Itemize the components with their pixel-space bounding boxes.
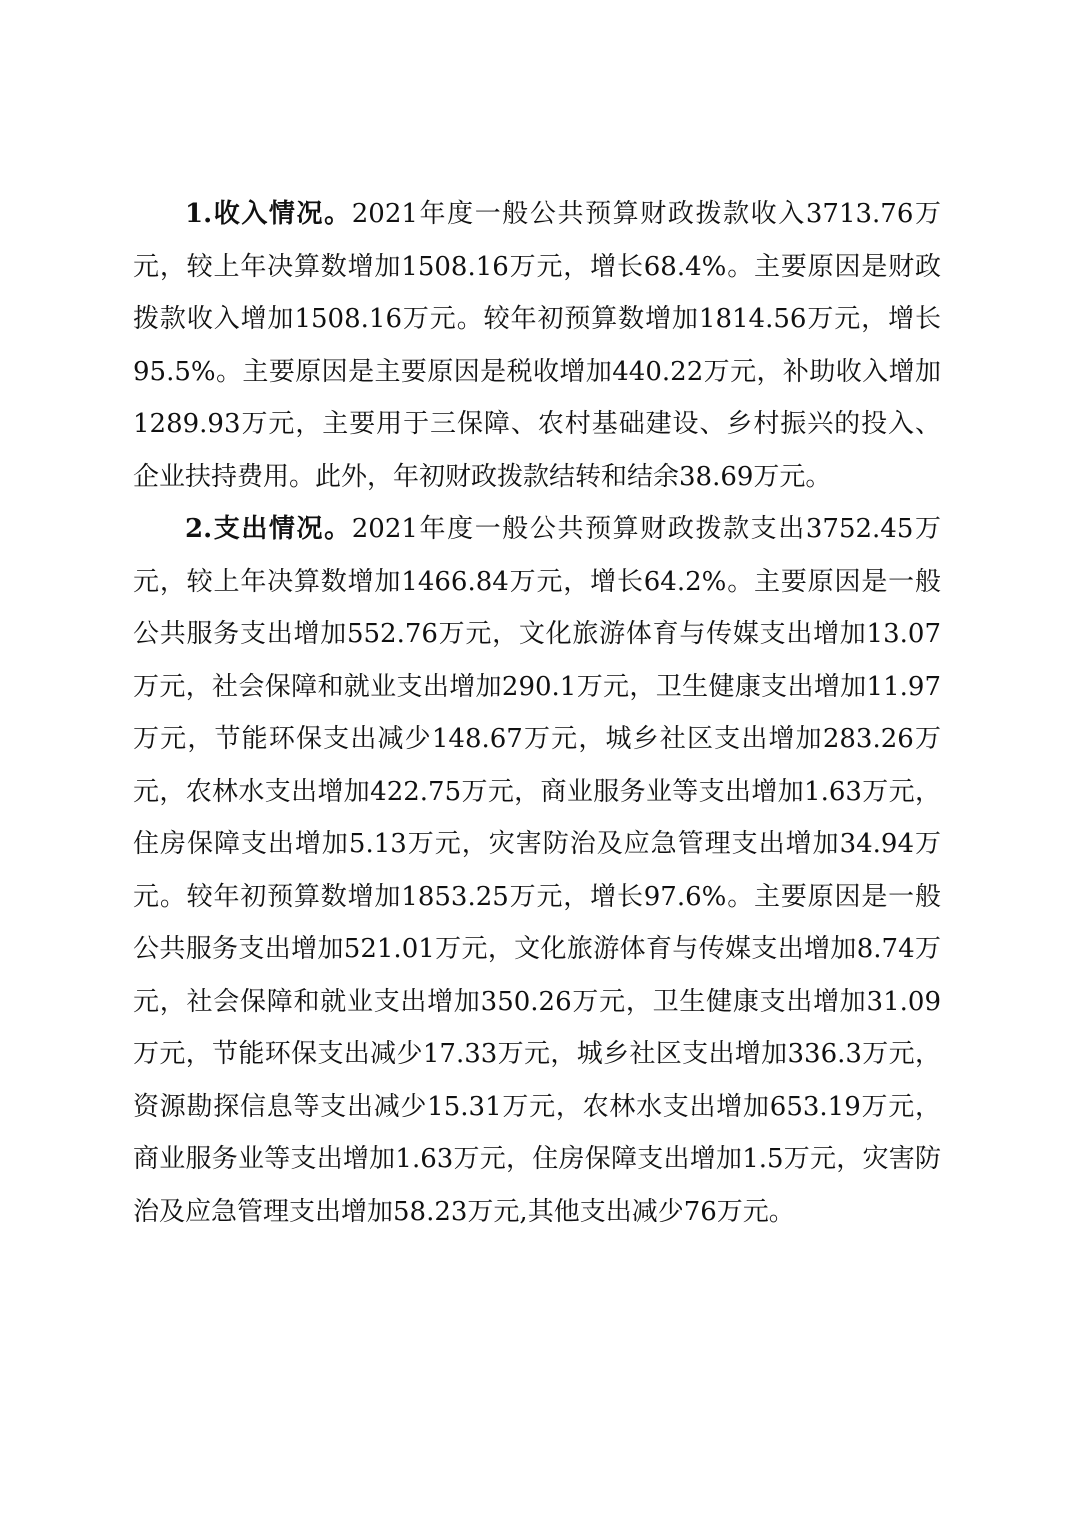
expenditure-body: 2021年度一般公共预算财政拨款支出3752.45万元，较上年决算数增加1466.84万元，增长64.2%。主要原因是一般公共服务支出增加552.76万元，文化旅游体育与传媒支出增加13.07万元，社会保障和就业支出增加290.1万元，卫生健康支出增加11.97万元，节能环保支出减少148.67万元，城乡社区支出增加283.26万元，农林水支出增加422.75万元，商业服务业等支出增加1.63万元，住房保障支出增加5.13万元，灾害防治及应急管理支出增加34.94万元。较年初预算数增加1853.25万元，增长97.6%。主要原因是一般公共服务支出增加521.01万元，文化旅游体育与传媒支出增加8.74万元，社会保障和就业支出增加350.26万元，卫生健康支出增加31.09万元，节能环保支出减少17.33万元，城乡社区支出增加336.3万元，资源勘探信息等支出减少15.31万元，农林水支出增加653.19万元，商业服务业等支出增加1.63万元，住房保障支出增加1.5万元，灾害防治及应急管理支出增加58.23万元,其他支出减少76万元。	[133, 514, 941, 1227]
income-heading: 1.收入情况。	[185, 199, 352, 229]
document-content	[133, 188, 941, 1238]
income-paragraph	[133, 188, 941, 503]
expenditure-heading: 2.支出情况。	[185, 514, 352, 544]
income-body: 2021年度一般公共预算财政拨款收入3713.76万元，较上年决算数增加1508.16万元，增长68.4%。主要原因是财政拨款收入增加1508.16万元。较年初预算数增加1814.56万元，增长95.5%。主要原因是主要原因是税收增加440.22万元，补助收入增加1289.93万元，主要用于三保障、农村基础建设、乡村振兴的投入、企业扶持费用。此外，年初财政拨款结转和结余38.69万元。	[133, 199, 941, 492]
expenditure-paragraph	[133, 503, 941, 1238]
